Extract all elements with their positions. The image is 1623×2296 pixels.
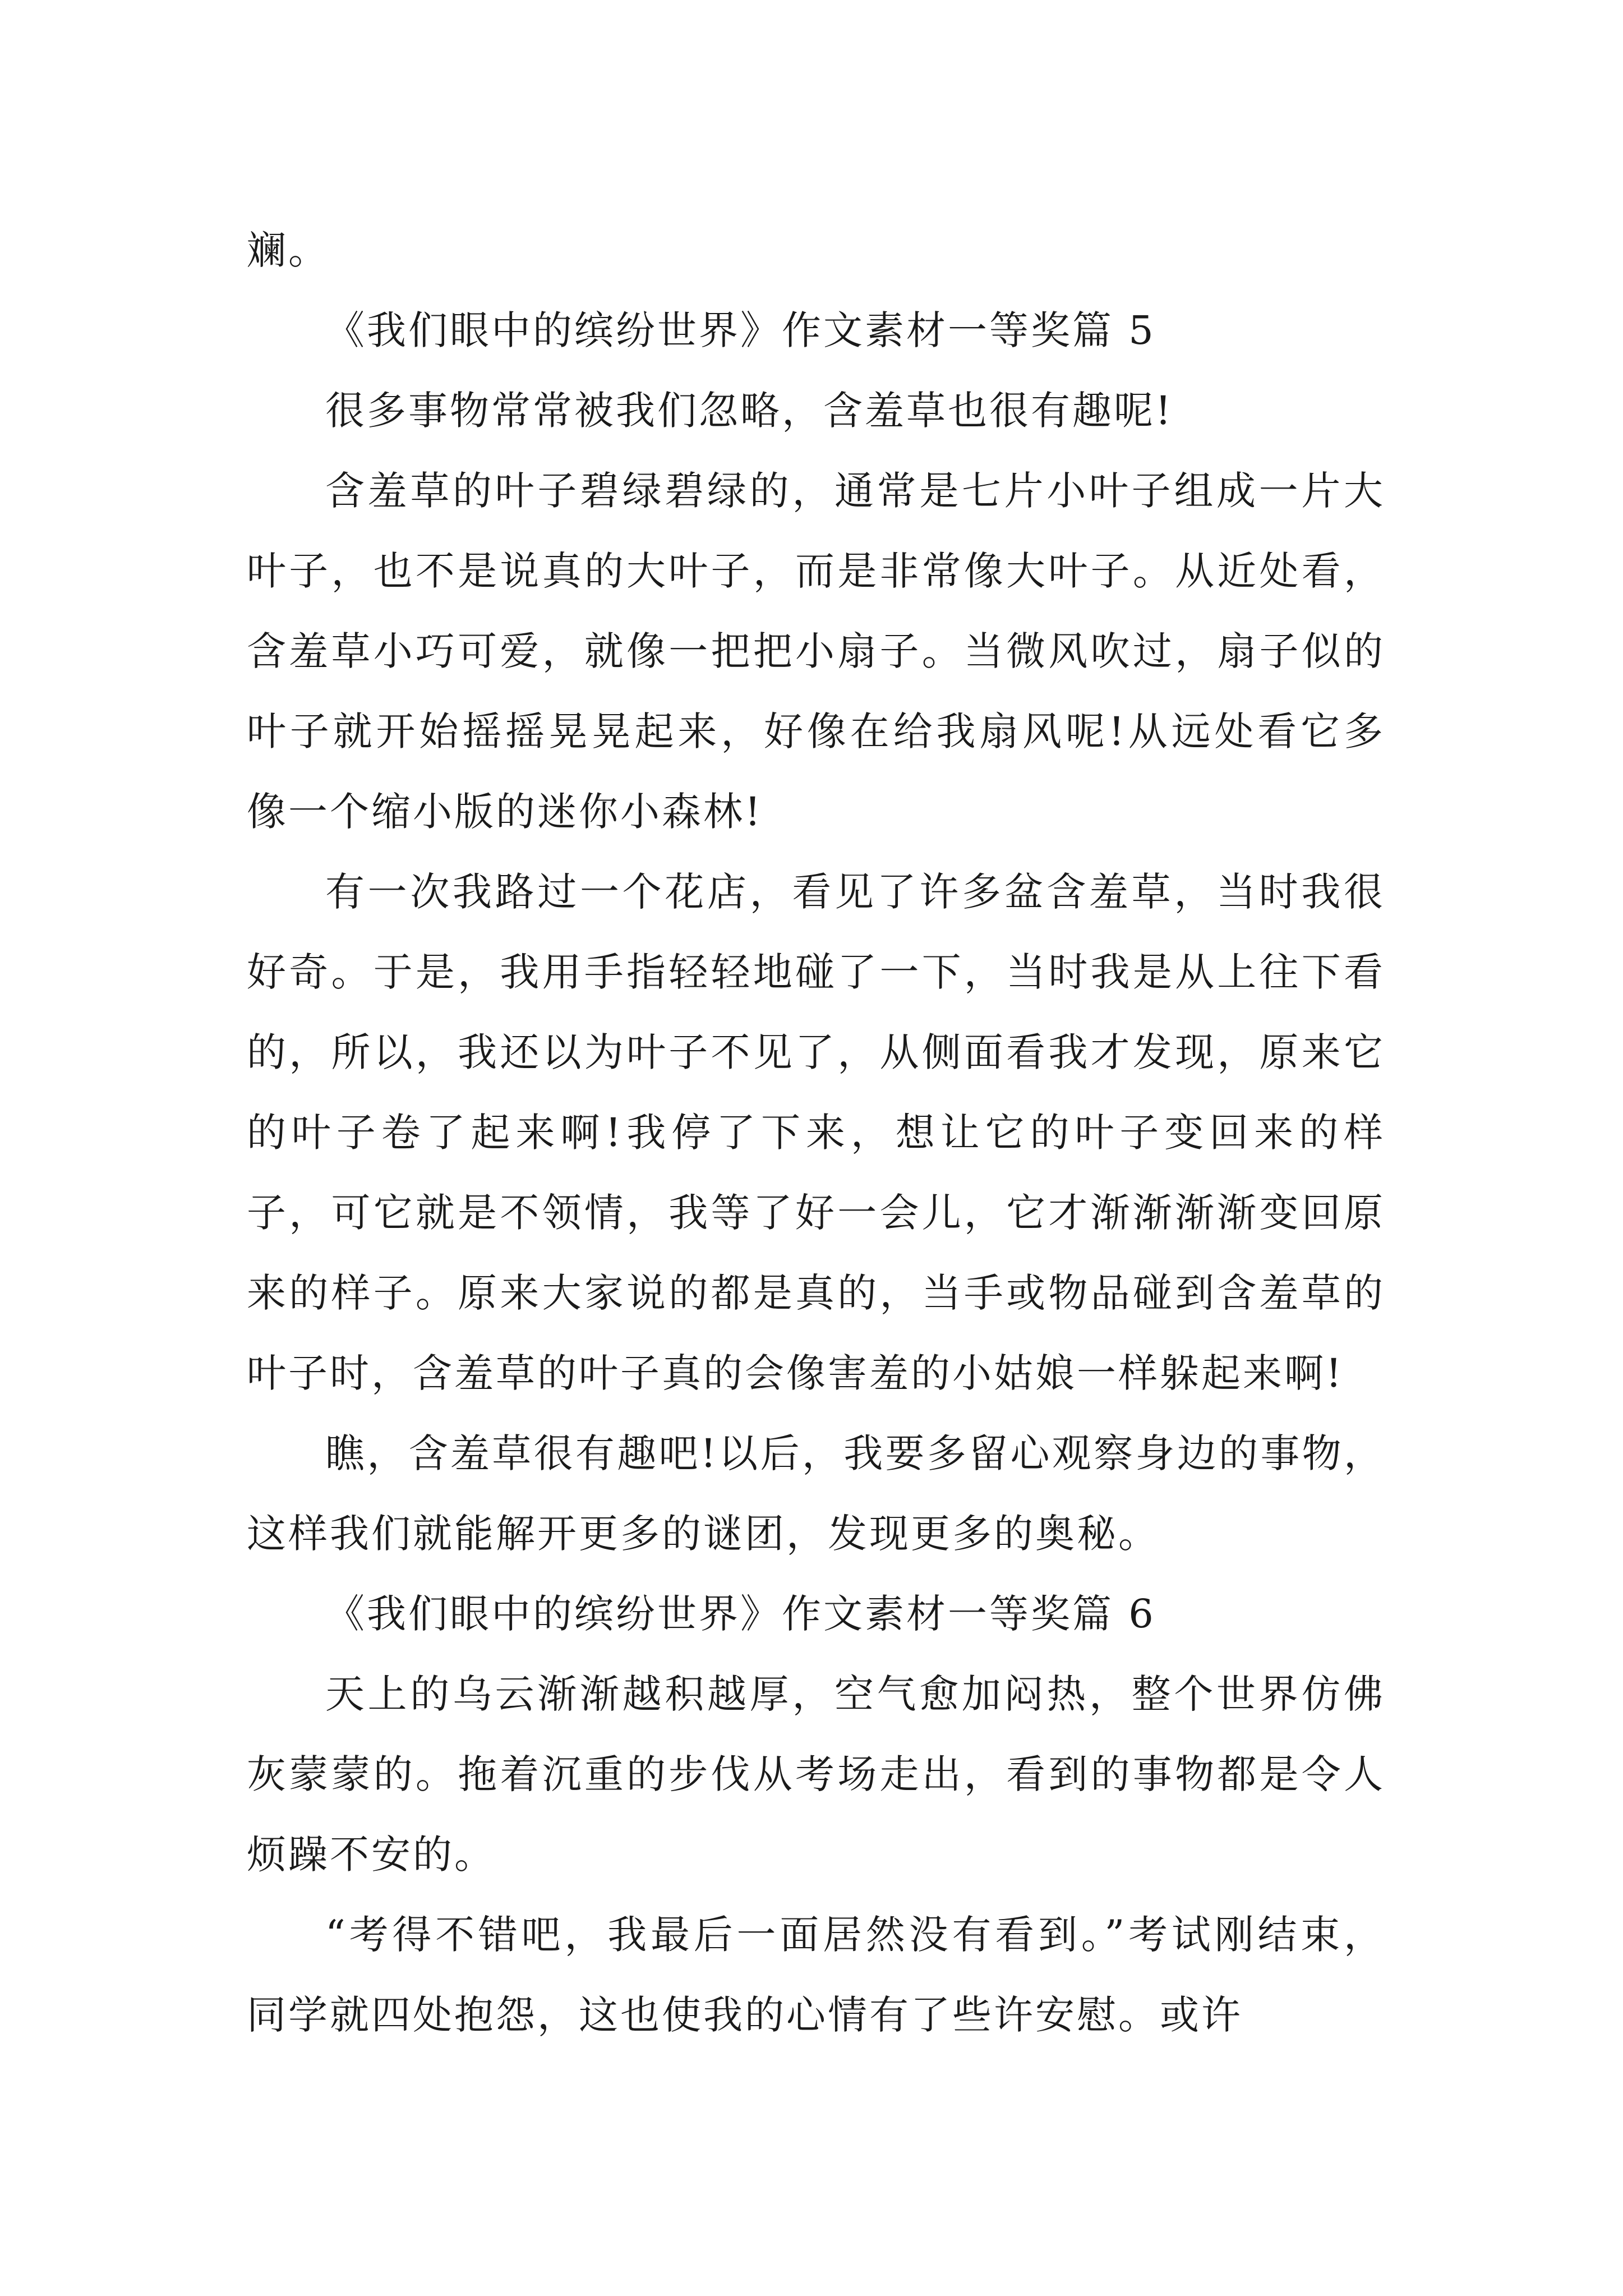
paragraph: 瞧，含羞草很有趣吧!以后，我要多留心观察身边的事物，这样我们就能解开更多的谜团，发现更多的奥秘。: [247, 1430, 1385, 1557]
section-heading-6: 《我们眼中的缤纷世界》作文素材一等奖篇 6: [325, 1591, 1156, 1637]
paragraph: 有一次我路过一个花店，看见了许多盆含羞草，当时我很好奇。于是，我用手指轻轻地碰了一下，当时我是从上往下看的，所以，我还以为叶子不见了，从侧面看我才发现，原来它的叶子卷了起来啊!我停了下来，想让它的叶子变回来的样子，可它就是不领情，我等了好一会儿，它才渐渐渐渐变回原来的样子。原来大家说的都是真的，当手或物品碰到含羞草的叶子时，含羞草的叶子真的会像害羞的小姑娘一样躲起来啊!: [247, 869, 1385, 1396]
paragraph-continuation: 斓。: [247, 227, 330, 273]
paragraph: 很多事物常常被我们忽略，含羞草也很有趣呢!: [325, 388, 1174, 434]
paragraph: 天上的乌云渐渐越积越厚，空气愈加闷热，整个世界仿佛灰蒙蒙的。拖着沉重的步伐从考场走出，看到的事物都是令人烦躁不安的。: [247, 1671, 1385, 1878]
section-heading-5: 《我们眼中的缤纷世界》作文素材一等奖篇 5: [325, 307, 1156, 353]
document-body: [247, 210, 1385, 2055]
paragraph: “考得不错吧，我最后一面居然没有看到。”考试刚结束，同学就四处抱怨，这也使我的心情有了些许安慰。或许: [247, 1912, 1385, 2038]
paragraph: 含羞草的叶子碧绿碧绿的，通常是七片小叶子组成一片大叶子，也不是说真的大叶子，而是非常像大叶子。从近处看，含羞草小巧可爱，就像一把把小扇子。当微风吹过，扇子似的叶子就开始摇摇晃晃起来，好像在给我扇风呢!从远处看它多像一个缩小版的迷你小森林!: [247, 468, 1385, 835]
